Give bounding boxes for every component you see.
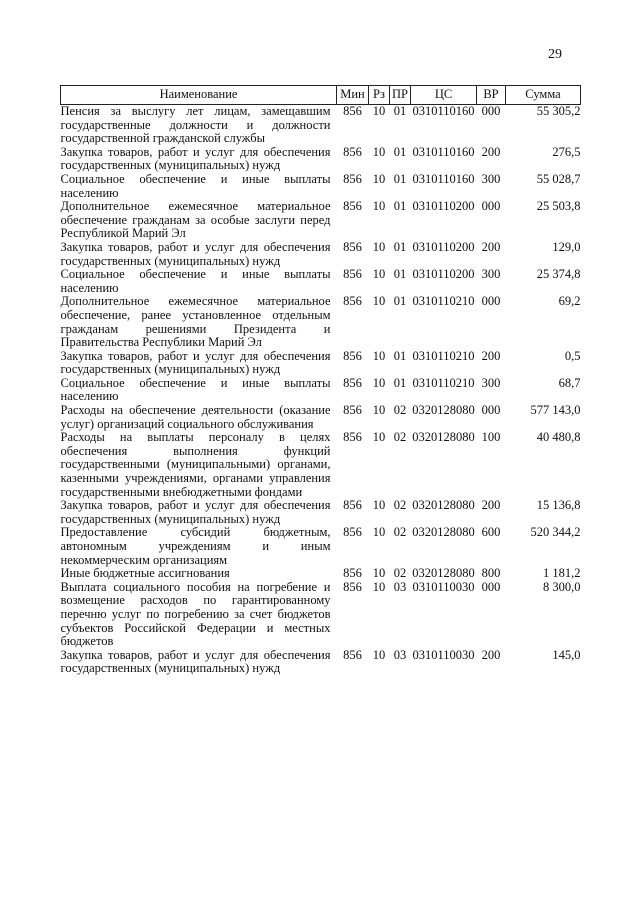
row-name: Закупка товаров, работ и услуг для обеспечения государственных (муниципальных) нужд	[60, 647, 331, 676]
row-cs: 0310110160	[412, 171, 475, 186]
row-pr: 02	[393, 430, 407, 445]
row-pr: 01	[393, 267, 407, 282]
row-cs: 0310110030	[412, 647, 475, 662]
row-min: 856	[343, 294, 362, 309]
table-body	[61, 105, 581, 676]
row-pr: 01	[393, 348, 407, 363]
row-name: Социальное обеспечение и иные выплаты населению	[60, 267, 331, 295]
table-row	[61, 268, 581, 295]
row-sum: 0,5	[564, 348, 581, 363]
row-sum: 8 300,0	[543, 579, 581, 594]
row-pr: 02	[393, 566, 407, 581]
table-row	[61, 350, 581, 377]
row-name: Закупка товаров, работ и услуг для обеспечения государственных (муниципальных) нужд	[60, 498, 331, 526]
table-row	[61, 105, 581, 146]
header-cs: ЦС	[411, 86, 477, 105]
table-row	[61, 295, 581, 349]
row-name: Расходы на обеспечение деятельности (оказание услуг) организаций социального обслуживания	[60, 403, 331, 431]
row-cs: 0310110200	[412, 239, 475, 254]
row-sum: 25 503,8	[536, 199, 581, 214]
row-cs: 0320128080	[412, 566, 475, 581]
header-min: Мин	[337, 86, 369, 105]
row-name: Закупка товаров, работ и услуг для обеспечения государственных (муниципальных) нужд	[60, 239, 331, 268]
row-pr: 01	[393, 144, 407, 159]
row-name: Закупка товаров, работ и услуг для обеспечения государственных (муниципальных) нужд	[60, 348, 331, 377]
row-name: Социальное обеспечение и иные выплаты населению	[60, 375, 331, 404]
row-rz: 10	[372, 267, 386, 282]
row-rz: 10	[372, 239, 386, 254]
table-row	[61, 499, 581, 526]
row-vr: 100	[481, 430, 501, 445]
row-name: Выплата социального пособия на погребение и возмещение расходов по гарантированному перечню услуг по погребению за счет бюджетов субъектов Российской Федерации и местных бюджетов	[60, 579, 331, 649]
row-sum: 68,7	[558, 375, 581, 390]
header-name: Наименование	[61, 86, 337, 105]
row-cs: 0310110210	[412, 348, 475, 363]
row-pr: 02	[393, 498, 407, 513]
row-sum: 69,2	[558, 294, 581, 309]
row-min: 856	[343, 239, 362, 254]
row-pr: 03	[393, 579, 407, 594]
row-rz: 10	[372, 199, 386, 214]
row-vr: 200	[481, 498, 501, 513]
row-min: 856	[343, 525, 362, 540]
table-row	[61, 526, 581, 567]
row-rz: 10	[372, 375, 386, 390]
table-row	[61, 200, 581, 241]
row-sum: 15 136,8	[536, 498, 581, 513]
row-name: Расходы на выплаты персоналу в целях обеспечения выполнения функций государственными (муниципальными) органами, казенными учреждениями, органами управления государственными внебюджетными фондами	[60, 430, 331, 499]
row-rz: 10	[372, 430, 386, 445]
row-min: 856	[343, 430, 362, 445]
row-sum: 55 305,2	[536, 104, 581, 118]
row-min: 856	[343, 375, 362, 390]
header-rz: Рз	[369, 86, 390, 105]
row-rz: 10	[372, 403, 386, 418]
row-cs: 0320128080	[412, 403, 475, 418]
row-name: Предоставление субсидий бюджетным, автономным учреждениям и иным некоммерческим организациям	[60, 525, 331, 567]
row-rz: 10	[372, 348, 386, 363]
table-row	[61, 581, 581, 649]
row-vr: 200	[481, 348, 501, 363]
row-sum: 577 143,0	[530, 403, 581, 418]
row-rz: 10	[372, 647, 386, 662]
row-vr: 800	[481, 566, 501, 581]
row-min: 856	[343, 403, 362, 418]
row-name: Пенсия за выслугу лет лицам, замещавшим государственные должности и должности государственной гражданской службы	[60, 104, 331, 146]
row-sum: 520 344,2	[530, 525, 581, 540]
row-cs: 0310110160	[412, 104, 475, 118]
row-vr: 000	[481, 294, 501, 309]
row-rz: 10	[372, 579, 386, 594]
row-vr: 200	[481, 239, 501, 254]
table-row	[61, 649, 581, 676]
row-vr: 300	[481, 375, 501, 390]
row-name: Дополнительное ежемесячное материальное обеспечение, ранее установленное отдельным гражданам решениями Президента и Правительства Республики Марий Эл	[60, 294, 331, 350]
row-min: 856	[343, 348, 362, 363]
row-min: 856	[343, 144, 362, 159]
row-pr: 02	[393, 525, 407, 540]
row-cs: 0320128080	[412, 525, 475, 540]
row-sum: 129,0	[552, 239, 581, 254]
row-rz: 10	[372, 566, 386, 581]
header-pr: ПР	[390, 86, 411, 105]
header-sum: Сумма	[506, 86, 581, 105]
table-header	[61, 86, 581, 105]
table-row	[61, 567, 581, 581]
table-row	[61, 431, 581, 499]
row-sum: 1 181,2	[543, 566, 581, 581]
row-min: 856	[343, 647, 362, 662]
row-pr: 01	[393, 294, 407, 309]
row-vr: 000	[481, 579, 501, 594]
budget-table	[60, 85, 581, 676]
row-min: 856	[343, 267, 362, 282]
row-cs: 0310110160	[412, 144, 475, 159]
row-cs: 0310110210	[412, 294, 475, 309]
row-name: Дополнительное ежемесячное материальное обеспечение гражданам за особые заслуги перед Республикой Марий Эл	[60, 199, 331, 241]
row-pr: 01	[393, 104, 407, 118]
row-min: 856	[343, 199, 362, 214]
row-vr: 300	[481, 267, 501, 282]
row-cs: 0310110210	[412, 375, 475, 390]
row-cs: 0320128080	[412, 498, 475, 513]
row-cs: 0310110200	[412, 199, 475, 214]
row-rz: 10	[372, 104, 386, 118]
row-sum: 145,0	[552, 647, 581, 662]
row-pr: 02	[393, 403, 407, 418]
row-cs: 0310110030	[412, 579, 475, 594]
table-row	[61, 146, 581, 173]
header-vr: ВР	[477, 86, 506, 105]
row-vr: 600	[481, 525, 501, 540]
row-sum: 55 028,7	[536, 171, 581, 186]
row-pr: 01	[393, 171, 407, 186]
row-min: 856	[343, 498, 362, 513]
table-row	[61, 377, 581, 404]
row-min: 856	[343, 104, 362, 118]
page-number: 29	[548, 47, 562, 62]
row-name: Закупка товаров, работ и услуг для обеспечения государственных (муниципальных) нужд	[60, 144, 331, 173]
row-name: Иные бюджетные ассигнования	[60, 566, 230, 581]
row-rz: 10	[372, 498, 386, 513]
row-cs: 0310110200	[412, 267, 475, 282]
row-vr: 000	[481, 199, 501, 214]
row-rz: 10	[372, 525, 386, 540]
row-vr: 000	[481, 104, 501, 118]
row-rz: 10	[372, 144, 386, 159]
row-rz: 10	[372, 171, 386, 186]
row-rz: 10	[372, 294, 386, 309]
table-row	[61, 241, 581, 268]
row-pr: 01	[393, 199, 407, 214]
row-name: Социальное обеспечение и иные выплаты населению	[60, 171, 331, 200]
row-pr: 01	[393, 375, 407, 390]
row-pr: 01	[393, 239, 407, 254]
row-sum: 40 480,8	[536, 430, 581, 445]
row-vr: 200	[481, 144, 501, 159]
row-min: 856	[343, 579, 362, 594]
row-vr: 200	[481, 647, 501, 662]
row-pr: 03	[393, 647, 407, 662]
row-min: 856	[343, 566, 362, 581]
row-sum: 25 374,8	[536, 267, 581, 282]
row-vr: 000	[481, 403, 501, 418]
row-cs: 0320128080	[412, 430, 475, 445]
table-row	[61, 404, 581, 431]
row-min: 856	[343, 171, 362, 186]
row-sum: 276,5	[552, 144, 581, 159]
row-vr: 300	[481, 171, 501, 186]
table-row	[61, 173, 581, 200]
